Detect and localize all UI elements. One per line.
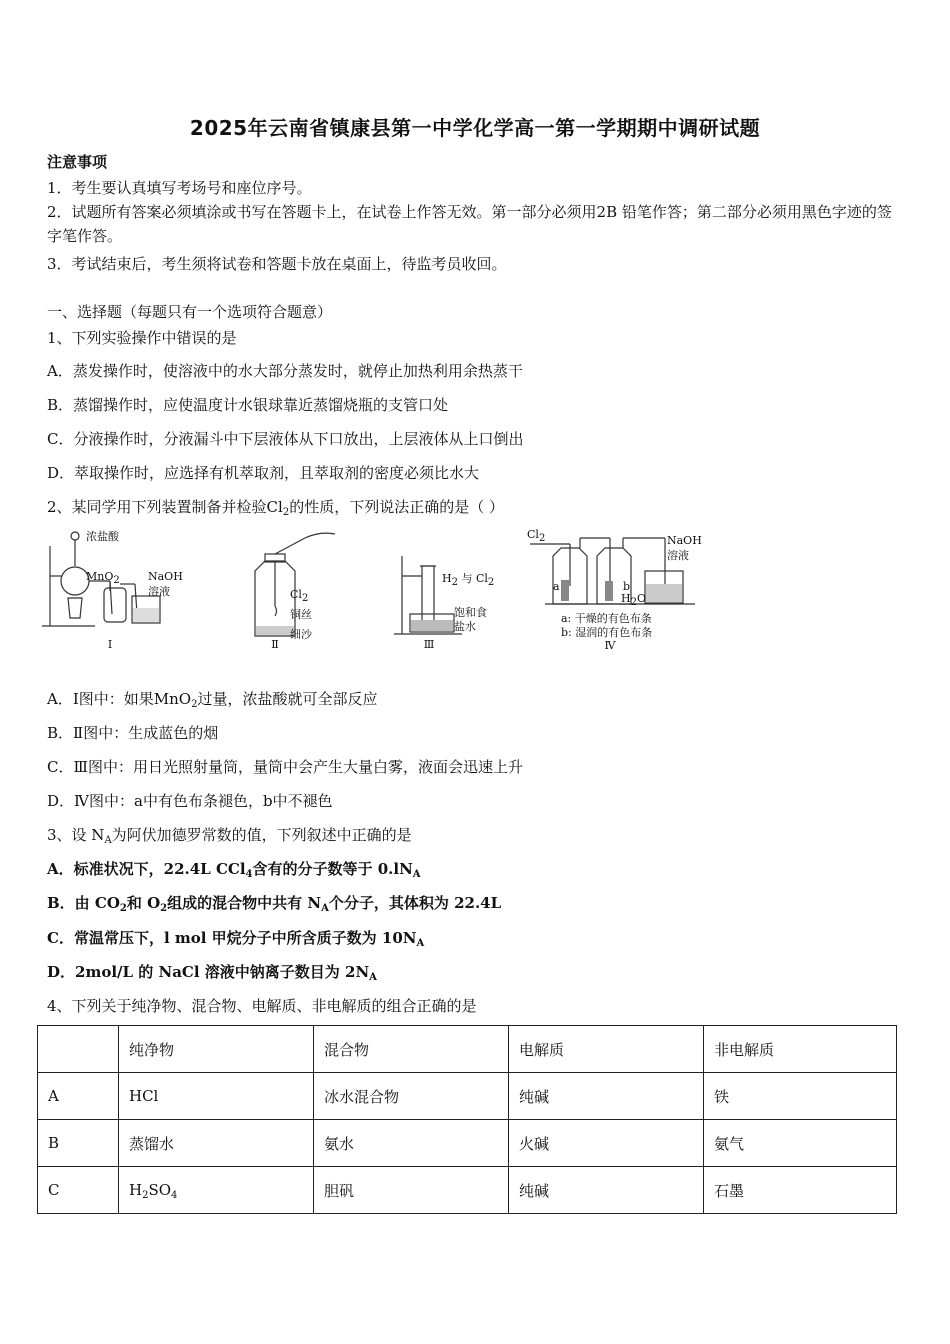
- apparatus-figure-4: [525, 526, 715, 658]
- fig4-note-a: a: 干燥的有色布条: [561, 612, 652, 625]
- q1-option-d: D．萃取操作时，应选择有机萃取剂，且萃取剂的密度必须比水大: [47, 464, 480, 482]
- table-cell: 铁: [704, 1073, 897, 1120]
- table-header-cell: 电解质: [509, 1026, 704, 1073]
- fig4-label-solution: 溶液: [667, 549, 689, 562]
- table-cell: 蒸馏水: [119, 1120, 314, 1167]
- fig4-label-water: $H_2O$: [621, 592, 646, 608]
- fig2-label-cl2: $Cl_2$: [290, 588, 309, 604]
- table-cell: A: [38, 1073, 119, 1120]
- q1-option-a: A．蒸发操作时，使溶液中的水大部分蒸发时，就停止加热利用余热蒸干: [47, 362, 523, 380]
- table-cell: $H_2SO_4$: [119, 1167, 314, 1214]
- fig4-number: Ⅳ: [604, 639, 616, 652]
- table-cell: 氨水: [314, 1120, 509, 1167]
- table-header-cell: [38, 1026, 119, 1073]
- apparatus-figure-1: [40, 526, 200, 656]
- fig3-label-saline1: 饱和食: [454, 606, 487, 619]
- fig1-label-mno2: MnO$_2$: [86, 570, 120, 586]
- q4-stem: 4、下列关于纯净物、混合物、电解质、非电解质的组合正确的是: [47, 997, 477, 1015]
- fig1-label-naoh: NaOH: [148, 570, 183, 583]
- table-cell: HCl: [119, 1073, 314, 1120]
- fig3-label-gases: $H_2$ 与 $Cl_2$: [442, 572, 495, 588]
- table-cell: 纯碱: [509, 1073, 704, 1120]
- table-cell: 氨气: [704, 1120, 897, 1167]
- fig2-number: Ⅱ: [271, 638, 279, 651]
- table-row: [38, 1073, 897, 1120]
- notes-heading: 注意事项: [47, 153, 108, 171]
- table-cell: 石墨: [704, 1167, 897, 1214]
- table-header-cell: 混合物: [314, 1026, 509, 1073]
- q3-option-d: D．2mol/L 的 NaCl 溶液中钠离子数目为 $2N_A$: [47, 963, 377, 983]
- table-cell: B: [38, 1120, 119, 1167]
- table-cell: 纯碱: [509, 1167, 704, 1214]
- note-item-2: 2．试题所有答案必须填涂或书写在答题卡上，在试卷上作答无效。第一部分必须用2B 铅笔作答；第二部分必须用黑色字迹的签字笔作答。: [47, 203, 892, 245]
- q2-option-b: B．Ⅱ图中：生成蓝色的烟: [47, 724, 219, 742]
- fig2-label-copper: 铜丝: [290, 608, 312, 621]
- table-cell: C: [38, 1167, 119, 1214]
- section-heading: 一、选择题（每题只有一个选项符合题意）: [47, 303, 333, 321]
- note-item-3: 3．考试结束后，考生须将试卷和答题卡放在桌面上，待监考员收回。: [47, 255, 507, 273]
- fig4-note-b: b: 湿润的有色布条: [561, 626, 653, 639]
- q3-option-c: C．常温常压下，l mol 甲烷分子中所含质子数为 $10N_A$: [47, 929, 425, 949]
- table-row: [38, 1120, 897, 1167]
- fig3-label-saline2: 盐水: [454, 620, 476, 633]
- q3-option-a: A．标准状况下，22.4L CCl$_4$含有的分子数等于 $0.lN_A$: [47, 860, 421, 880]
- q3-stem: 3、设 $N_A$为阿伏加德罗常数的值，下列叙述中正确的是: [47, 826, 412, 846]
- page-title: 2025年云南省镇康县第一中学化学高一第一学期期中调研试题: [189, 116, 761, 140]
- fig4-label-naoh: NaOH: [667, 534, 702, 547]
- fig4-label-a: a: [553, 580, 560, 593]
- table-header-cell: 纯净物: [119, 1026, 314, 1073]
- table-cell: 胆矾: [314, 1167, 509, 1214]
- q1-stem: 1、下列实验操作中错误的是: [47, 329, 237, 347]
- fig4-label-cl2: $Cl_2$: [527, 528, 546, 544]
- fig1-number: Ⅰ: [107, 638, 113, 651]
- q2-stem: 2、某同学用下列装置制备并检验$Cl_2$的性质，下列说法正确的是（ ）: [47, 498, 504, 518]
- fig4-label-b: b: [623, 580, 631, 593]
- fig1-label-solution: 溶液: [148, 585, 170, 598]
- fig2-label-sand: 细沙: [290, 628, 312, 641]
- table-header-cell: 非电解质: [704, 1026, 897, 1073]
- q2-option-d: D．Ⅳ图中：a中有色布条褪色，b中不褪色: [47, 792, 333, 810]
- q1-option-c: C．分液操作时，分液漏斗中下层液体从下口放出，上层液体从上口倒出: [47, 430, 524, 448]
- table-cell: 火碱: [509, 1120, 704, 1167]
- apparatus-figure-3: [392, 526, 512, 656]
- apparatus-3-drawing: [392, 526, 512, 656]
- note-item-1: 1．考生要认真填写考场号和座位序号。: [47, 179, 312, 197]
- table-row: [38, 1167, 897, 1214]
- q2-option-c: C．Ⅲ图中：用日光照射量筒，量筒中会产生大量白雾，液面会迅速上升: [47, 758, 523, 776]
- table-header-row: [38, 1026, 897, 1073]
- q3-option-b: B．由 $CO_2$和 $O_2$组成的混合物中共有 $N_A$个分子，其体积为 22.4L: [47, 894, 502, 914]
- q1-option-b: B．蒸馏操作时，应使温度计水银球靠近蒸馏烧瓶的支管口处: [47, 396, 449, 414]
- fig3-number: Ⅲ: [423, 638, 435, 651]
- apparatus-figure-2: [235, 526, 355, 656]
- q2-option-a: A．Ⅰ图中：如果MnO$_2$过量，浓盐酸就可全部反应: [47, 690, 378, 710]
- fig1-label-acid: 浓盐酸: [86, 530, 119, 543]
- table-cell: 冰水混合物: [314, 1073, 509, 1120]
- q4-table: [37, 1025, 897, 1214]
